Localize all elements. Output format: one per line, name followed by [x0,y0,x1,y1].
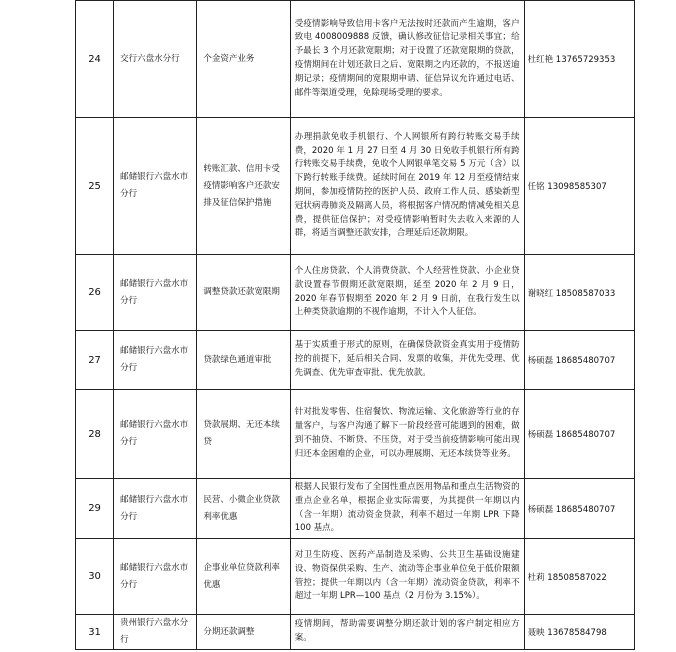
table-row [76,539,635,615]
bank-name: 邮储银行六盘水市分行 [114,479,197,539]
measure-description: 办理捐款免收手机银行、个人网银所有跨行转账交易手续费，2020 年 1 月 27 日至 4 月 30 日免收手机银行所有跨行转账交易手续费，免收个人网银单笔交易 5 万元（含）以下跨行转账手续费。延续时间在 2019 年 12 月至疫情结束期间，参加疫情防控的医护人员、政府工作人员、感染新型冠状病毒肺炎及隔离人员，将根据客户情况酌情减免相关息费，提供征信保护；对受疫情影响暂时失去收入来源的人群，将适当调整还款安排，合理延后还款期限。 [290,118,524,255]
table-row [76,479,635,539]
product-name: 分期还款调整 [197,615,290,650]
table-row [76,1,635,118]
contact: 杨硕磊 18685480707 [524,331,634,390]
row-number: 29 [76,479,114,539]
contact: 杜红艳 13765729353 [524,1,634,118]
measure-description: 根据人民银行发布了全国性重点医用物品和重点生活物资的重点企业名单，根据企业实际需要，为其提供一年期以内（含一年期）流动资金贷款，利率不超过一年期 LPR 下降 100 基点。 [290,479,524,539]
row-number: 25 [76,118,114,255]
bank-name: 邮储银行六盘水市分行 [114,390,197,479]
bank-name: 邮储银行六盘水市分行 [114,331,197,390]
contact: 聂映 13678584798 [524,615,634,650]
product-name: 个金资产业务 [197,1,290,118]
row-number: 26 [76,255,114,331]
contact: 杜莉 18508587022 [524,539,634,615]
contact: 谢晓红 18508587033 [524,255,634,331]
row-number: 30 [76,539,114,615]
row-number: 28 [76,390,114,479]
bank-name: 贵州银行六盘水分行 [114,615,197,650]
table-row [76,255,635,331]
measures-table [75,0,635,650]
bank-name: 邮储银行六盘水市分行 [114,255,197,331]
product-name: 转账汇款、信用卡受疫情影响客户还款安排及征信保护措施 [197,118,290,255]
contact: 杨硕磊 18685480707 [524,479,634,539]
table-row [76,331,635,390]
bank-name: 邮储银行六盘水市分行 [114,539,197,615]
measure-description: 针对批发零售、住宿餐饮、物流运输、文化旅游等行业的存量客户，与客户沟通了解下一阶段经营可能遇到的困难，做到不抽贷、不断贷、不压贷，对于受当前疫情影响可能出现归还本金困难的企业，可以办理展期、无还本续贷等业务。 [290,390,524,479]
bank-name: 邮储银行六盘水市分行 [114,118,197,255]
measure-description: 对卫生防疫、医药产品制造及采购、公共卫生基础设施建设、物资保供采购、生产、流动等企事业单位免于低价限额管控；提供一年期以内（含一年期）流动资金贷款，利率不超过一年期 LPR—100 基点（2 月份为 3.15%）。 [290,539,524,615]
product-name: 企事业单位贷款利率优惠 [197,539,290,615]
product-name: 民营、小微企业贷款利率优惠 [197,479,290,539]
measure-description: 疫情期间，帮助需要调整分期还款计划的客户制定相应方案。 [290,615,524,650]
measure-description: 受疫情影响导致信用卡客户无法按时还款而产生逾期，客户致电 4008009888 反馈，确认修改征信记录相关事宜；给予最长 3 个月还款宽限期；对于设置了还款宽限期的贷款，疫情期间在计划还款日之后、宽限期之内还款的，不报送逾期记录；疫情期间的宽限期申请、征信异议允许通过电话、邮件等渠道受理，免除现场受理的要求。 [290,1,524,118]
bank-name: 交行六盘水分行 [114,1,197,118]
row-number: 31 [76,615,114,650]
row-number: 27 [76,331,114,390]
measure-description: 基于实质重于形式的原则，在确保贷款资金真实用于疫情防控的前提下，延后相关合同、发票的收集，并优先受理、优先调查、优先审查审批、优先放款。 [290,331,524,390]
product-name: 调整贷款还款宽限期 [197,255,290,331]
measure-description: 个人住房贷款、个人消费贷款、个人经营性贷款、小企业贷款设置春节假期还款宽限期，延至 2020 年 2 月 9 日，2020 年春节假期至 2020 年 2 月 9 日前，在我行发生以上种类贷款逾期的不视作逾期，不计入个人征信。 [290,255,524,331]
product-name: 贷款展期、无还本续贷 [197,390,290,479]
table-row [76,118,635,255]
contact: 杨硕磊 18685480707 [524,390,634,479]
product-name: 贷款绿色通道审批 [197,331,290,390]
table-row [76,390,635,479]
row-number: 24 [76,1,114,118]
contact: 任铭 13098585307 [524,118,634,255]
table-row [76,615,635,650]
